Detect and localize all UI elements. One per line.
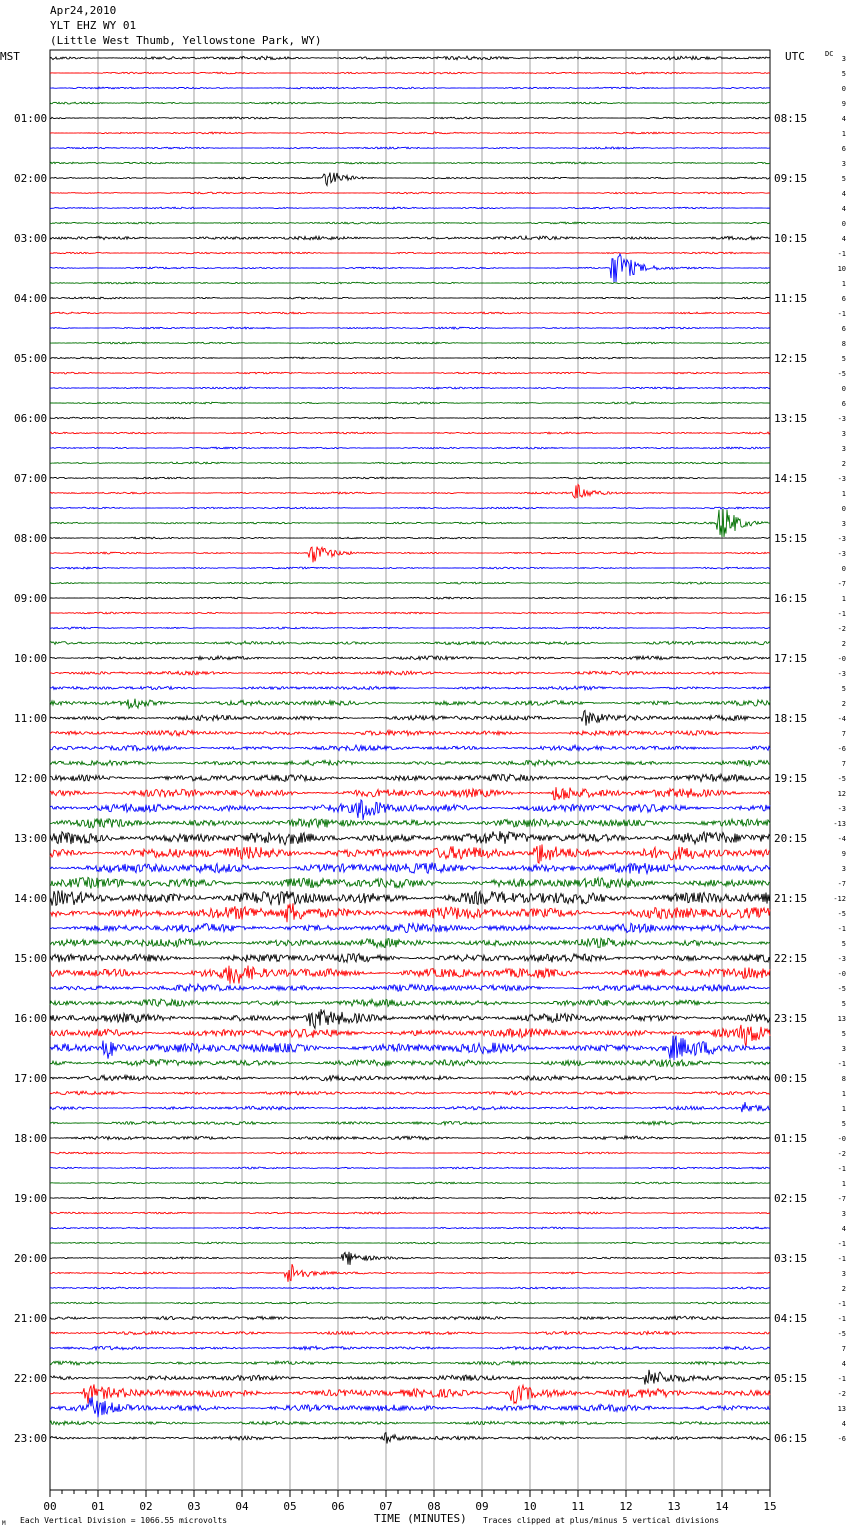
- x-tick-label-13: 13: [667, 1500, 681, 1513]
- trace-line-81: [50, 1252, 770, 1265]
- dc-offset-value: 8: [841, 1075, 846, 1083]
- trace-line-40: [50, 641, 770, 645]
- x-axis-ticks: [43, 1490, 776, 1513]
- trace-line-78: [50, 1212, 770, 1214]
- trace-line-1: [50, 56, 770, 60]
- chart-location: (Little West Thumb, Yellowstone Park, WY): [50, 34, 322, 47]
- trace-line-57: [50, 890, 770, 905]
- trace-line-4: [50, 102, 770, 104]
- trace-line-89: [50, 1370, 770, 1385]
- mst-hour-label: 07:00: [14, 472, 48, 485]
- utc-hour-label: 19:15: [774, 772, 808, 785]
- corner-mark: M: [2, 1520, 6, 1527]
- dc-offset-value: 6: [841, 400, 846, 408]
- trace-line-82: [50, 1264, 770, 1282]
- x-tick-label-08: 08: [427, 1500, 441, 1513]
- dc-offset-value: -2: [837, 1390, 846, 1398]
- trace-line-22: [50, 372, 770, 374]
- dc-offset-value: 4: [841, 115, 846, 123]
- trace-line-18: [50, 312, 770, 314]
- dc-offset-value: 8: [841, 340, 846, 348]
- x-tick-label-12: 12: [619, 1500, 633, 1513]
- utc-hour-label: 23:15: [774, 1012, 808, 1025]
- trace-line-33: [50, 537, 770, 539]
- mst-hour-labels: [14, 112, 47, 1445]
- utc-hour-label: 10:15: [774, 232, 808, 245]
- mst-hour-label: 22:00: [14, 1372, 48, 1385]
- dc-offset-value: 2: [841, 640, 846, 648]
- trace-line-25: [50, 417, 770, 419]
- trace-line-68: [50, 1059, 770, 1067]
- dc-offset-value: 9: [841, 850, 846, 858]
- chart-station: YLT EHZ WY 01: [50, 19, 137, 32]
- dc-offset-value: 0: [841, 220, 846, 228]
- trace-line-63: [50, 984, 770, 992]
- dc-offset-value: 12: [837, 790, 846, 798]
- mst-hour-label: 12:00: [14, 772, 48, 785]
- dc-offset-value: -12: [833, 895, 846, 903]
- dc-offset-value: 1: [841, 130, 846, 138]
- dc-offset-value: -4: [837, 715, 846, 723]
- dc-offset-value: 5: [841, 1120, 846, 1128]
- x-tick-label-14: 14: [715, 1500, 729, 1513]
- dc-offset-value: 1: [841, 595, 846, 603]
- trace-line-19: [50, 327, 770, 329]
- trace-line-26: [50, 432, 770, 434]
- utc-hour-label: 00:15: [774, 1072, 808, 1085]
- trace-line-88: [50, 1361, 770, 1365]
- utc-hour-label: 03:15: [774, 1252, 808, 1265]
- utc-hour-label: 16:15: [774, 592, 808, 605]
- utc-hour-label: 13:15: [774, 412, 808, 425]
- dc-offset-value: -5: [837, 910, 846, 918]
- utc-hour-label: 02:15: [774, 1192, 808, 1205]
- utc-hour-label: 11:15: [774, 292, 808, 305]
- dc-offset-value: 2: [841, 1285, 846, 1293]
- dc-offset-value: -1: [837, 1240, 846, 1248]
- trace-line-21: [50, 357, 770, 359]
- dc-offset-value: -2: [837, 625, 846, 633]
- trace-line-32: [50, 509, 770, 537]
- right-timezone-label: UTC: [785, 50, 805, 63]
- x-tick-label-00: 00: [43, 1500, 57, 1513]
- dc-offset-value: 3: [841, 865, 846, 873]
- trace-line-44: [50, 699, 770, 709]
- trace-line-13: [50, 236, 770, 240]
- dc-offset-value: 4: [841, 235, 846, 243]
- x-tick-label-06: 06: [331, 1500, 345, 1513]
- mst-hour-label: 19:00: [14, 1192, 48, 1205]
- dc-offset-value: 5: [841, 355, 846, 363]
- dc-offset-value: 2: [841, 460, 846, 468]
- dc-offset-value: 3: [841, 1210, 846, 1218]
- utc-hour-label: 01:15: [774, 1132, 808, 1145]
- trace-line-37: [50, 597, 770, 599]
- mst-hour-label: 06:00: [14, 412, 48, 425]
- dc-offset-value: 9: [841, 100, 846, 108]
- mst-hour-label: 21:00: [14, 1312, 48, 1325]
- dc-offset-value: -3: [837, 475, 846, 483]
- utc-hour-label: 22:15: [774, 952, 808, 965]
- dc-offset-value: -1: [837, 1255, 846, 1263]
- mst-hour-label: 15:00: [14, 952, 48, 965]
- dc-offset-value: 0: [841, 385, 846, 393]
- dc-offset-value: -1: [837, 1060, 846, 1068]
- trace-line-7: [50, 147, 770, 149]
- trace-line-15: [50, 254, 770, 282]
- dc-offset-value: 1: [841, 490, 846, 498]
- dc-offset-value: 0: [841, 505, 846, 513]
- mst-hour-label: 17:00: [14, 1072, 48, 1085]
- utc-hour-label: 15:15: [774, 532, 808, 545]
- trace-line-77: [50, 1197, 770, 1199]
- dc-offset-value: 5: [841, 1000, 846, 1008]
- trace-line-76: [50, 1182, 770, 1184]
- trace-line-12: [50, 222, 770, 224]
- utc-hour-label: 04:15: [774, 1312, 808, 1325]
- trace-line-20: [50, 342, 770, 344]
- mst-hour-label: 13:00: [14, 832, 48, 845]
- dc-offset-value: -5: [837, 985, 846, 993]
- trace-line-27: [50, 447, 770, 449]
- trace-line-85: [50, 1316, 770, 1320]
- trace-line-72: [50, 1121, 770, 1125]
- dc-offset-value: 3: [841, 1270, 846, 1278]
- mst-hour-label: 08:00: [14, 532, 48, 545]
- trace-line-93: [50, 1433, 770, 1444]
- trace-line-34: [50, 547, 770, 563]
- x-tick-label-10: 10: [523, 1500, 537, 1513]
- x-tick-label-15: 15: [763, 1500, 777, 1513]
- trace-line-71: [50, 1102, 770, 1112]
- utc-hour-label: 05:15: [774, 1372, 808, 1385]
- dc-offset-value: 0: [841, 85, 846, 93]
- clipping-note: Traces clipped at plus/minus 5 vertical divisions: [483, 1516, 720, 1525]
- dc-offset-value: 1: [841, 1090, 846, 1098]
- x-tick-label-01: 01: [91, 1500, 105, 1513]
- trace-line-60: [50, 938, 770, 947]
- trace-line-55: [50, 863, 770, 874]
- trace-line-35: [50, 567, 770, 569]
- dc-offset-value: 4: [841, 190, 846, 198]
- trace-line-61: [50, 954, 770, 963]
- trace-line-11: [50, 207, 770, 209]
- trace-line-38: [50, 612, 770, 614]
- mst-hour-label: 02:00: [14, 172, 48, 185]
- trace-line-51: [50, 800, 770, 820]
- x-tick-label-05: 05: [283, 1500, 297, 1513]
- trace-line-58: [50, 903, 770, 922]
- trace-line-70: [50, 1091, 770, 1095]
- dc-offset-value: 1: [841, 1180, 846, 1188]
- dc-offset-value: -1: [837, 250, 846, 258]
- trace-line-10: [50, 192, 770, 194]
- utc-hour-label: 12:15: [774, 352, 808, 365]
- trace-line-39: [50, 627, 770, 629]
- x-tick-label-02: 02: [139, 1500, 153, 1513]
- trace-line-80: [50, 1242, 770, 1244]
- utc-hour-label: 06:15: [774, 1432, 808, 1445]
- dc-offset-value: 5: [841, 685, 846, 693]
- trace-line-8: [50, 162, 770, 164]
- utc-hour-label: 14:15: [774, 472, 808, 485]
- dc-offset-value: -13: [833, 820, 846, 828]
- mst-hour-label: 05:00: [14, 352, 48, 365]
- trace-line-87: [50, 1346, 770, 1350]
- dc-offset-value: 4: [841, 1420, 846, 1428]
- mst-hour-label: 03:00: [14, 232, 48, 245]
- trace-line-75: [50, 1167, 770, 1169]
- trace-line-64: [50, 999, 770, 1006]
- dc-offset-value: -7: [837, 880, 846, 888]
- dc-offset-value: 2: [841, 700, 846, 708]
- dc-offset-value: -3: [837, 805, 846, 813]
- chart-date: Apr24,2010: [50, 4, 117, 17]
- dc-offset-value: -1: [837, 1315, 846, 1323]
- trace-line-52: [50, 819, 770, 828]
- trace-line-65: [50, 1009, 770, 1028]
- mst-hour-label: 09:00: [14, 592, 48, 605]
- trace-line-43: [50, 686, 770, 690]
- dc-offset-value: 1: [841, 1105, 846, 1113]
- dc-offset-header: DC: [825, 50, 834, 58]
- dc-offset-value: 10: [837, 265, 846, 273]
- dc-offset-value: -7: [837, 580, 846, 588]
- dc-offset-value: -3: [837, 415, 846, 423]
- dc-offset-value: 3: [841, 445, 846, 453]
- utc-hour-label: 17:15: [774, 652, 808, 665]
- dc-offset-value: 3: [841, 1045, 846, 1053]
- dc-offset-value: -0: [837, 655, 846, 663]
- mst-hour-label: 10:00: [14, 652, 48, 665]
- dc-offset-value: 5: [841, 1030, 846, 1038]
- dc-offset-value: -1: [837, 610, 846, 618]
- dc-offset-value: 4: [841, 205, 846, 213]
- trace-line-42: [50, 671, 770, 675]
- x-tick-label-04: 04: [235, 1500, 249, 1513]
- dc-offset-value: 5: [841, 70, 846, 78]
- utc-hour-label: 08:15: [774, 112, 808, 125]
- x-axis-title: TIME (MINUTES): [374, 1512, 467, 1525]
- x-tick-label-07: 07: [379, 1500, 393, 1513]
- trace-line-17: [50, 297, 770, 299]
- trace-line-41: [50, 656, 770, 660]
- trace-line-31: [50, 507, 770, 509]
- minute-grid: [98, 50, 722, 1490]
- dc-offset-value: 7: [841, 730, 846, 738]
- dc-offset-value: 3: [841, 55, 846, 63]
- trace-line-79: [50, 1227, 770, 1229]
- dc-offset-value: 3: [841, 430, 846, 438]
- dc-offset-value: -0: [837, 970, 846, 978]
- trace-line-48: [50, 760, 770, 766]
- mst-hour-label: 20:00: [14, 1252, 48, 1265]
- trace-line-73: [50, 1136, 770, 1140]
- trace-line-59: [50, 923, 770, 932]
- dc-offset-value: 7: [841, 760, 846, 768]
- dc-offset-value: -5: [837, 775, 846, 783]
- dc-offset-value: -4: [837, 835, 846, 843]
- dc-offset-value: 3: [841, 160, 846, 168]
- utc-hour-label: 20:15: [774, 832, 808, 845]
- dc-offset-value: -3: [837, 550, 846, 558]
- dc-offset-value: -6: [837, 745, 846, 753]
- dc-offset-value: 6: [841, 145, 846, 153]
- trace-line-9: [50, 173, 770, 186]
- trace-line-3: [50, 87, 770, 89]
- trace-line-49: [50, 774, 770, 781]
- trace-line-6: [50, 132, 770, 134]
- trace-line-69: [50, 1075, 770, 1080]
- trace-line-16: [50, 282, 770, 284]
- dc-offset-value: -1: [837, 1165, 846, 1173]
- left-timezone-label: MST: [0, 50, 20, 63]
- vertical-division-note: Each Vertical Division = 1066.55 microvolts: [20, 1516, 228, 1525]
- utc-hour-labels: [774, 112, 807, 1445]
- dc-offset-value: -3: [837, 955, 846, 963]
- dc-offset-value: 5: [841, 175, 846, 183]
- trace-line-90: [50, 1384, 770, 1403]
- dc-offset-value: 0: [841, 565, 846, 573]
- dc-offset-value: -5: [837, 1330, 846, 1338]
- dc-offset-value: 4: [841, 1360, 846, 1368]
- dc-offset-value: 7: [841, 1345, 846, 1353]
- trace-line-92: [50, 1421, 770, 1425]
- trace-line-84: [50, 1302, 770, 1304]
- dc-offset-value: -3: [837, 670, 846, 678]
- trace-line-45: [50, 710, 770, 725]
- trace-line-74: [50, 1152, 770, 1154]
- trace-line-83: [50, 1287, 770, 1289]
- trace-line-53: [50, 831, 770, 845]
- dc-offset-value: -3: [837, 535, 846, 543]
- trace-line-46: [50, 730, 770, 736]
- trace-line-5: [50, 117, 770, 119]
- trace-line-56: [50, 877, 770, 888]
- dc-offset-value: 3: [841, 520, 846, 528]
- trace-line-30: [50, 485, 770, 499]
- x-tick-label-09: 09: [475, 1500, 489, 1513]
- utc-hour-label: 18:15: [774, 712, 808, 725]
- dc-offset-value: -1: [837, 1300, 846, 1308]
- trace-line-36: [50, 582, 770, 584]
- mst-hour-label: 18:00: [14, 1132, 48, 1145]
- mst-hour-label: 01:00: [14, 112, 48, 125]
- dc-offset-value: -6: [837, 1435, 846, 1443]
- dc-offset-value: 6: [841, 295, 846, 303]
- mst-hour-label: 23:00: [14, 1432, 48, 1445]
- trace-line-62: [50, 966, 770, 984]
- trace-line-47: [50, 745, 770, 751]
- trace-line-24: [50, 402, 770, 404]
- seismic-traces: [50, 56, 770, 1443]
- dc-offset-value: 5: [841, 940, 846, 948]
- dc-offset-value: 1: [841, 280, 846, 288]
- dc-offset-value: -0: [837, 1135, 846, 1143]
- utc-hour-label: 09:15: [774, 172, 808, 185]
- trace-line-29: [50, 477, 770, 479]
- dc-offset-value: 13: [837, 1405, 846, 1413]
- dc-offset-value: -7: [837, 1195, 846, 1203]
- utc-hour-label: 21:15: [774, 892, 808, 905]
- dc-offset-value: -1: [837, 310, 846, 318]
- trace-line-28: [50, 462, 770, 464]
- trace-line-54: [50, 844, 770, 863]
- mst-hour-label: 16:00: [14, 1012, 48, 1025]
- dc-offset-value: -1: [837, 1375, 846, 1383]
- trace-line-86: [50, 1331, 770, 1335]
- dc-offset-value: 13: [837, 1015, 846, 1023]
- trace-line-23: [50, 387, 770, 389]
- trace-line-2: [50, 72, 770, 74]
- x-tick-label-03: 03: [187, 1500, 201, 1513]
- trace-line-66: [50, 1025, 770, 1047]
- trace-line-91: [50, 1397, 770, 1418]
- trace-line-14: [50, 252, 770, 254]
- dc-offset-labels: [833, 55, 846, 1443]
- trace-line-50: [50, 787, 770, 800]
- dc-offset-value: -2: [837, 1150, 846, 1158]
- x-tick-label-11: 11: [571, 1500, 585, 1513]
- dc-offset-value: -5: [837, 370, 846, 378]
- mst-hour-label: 14:00: [14, 892, 48, 905]
- trace-line-67: [50, 1036, 770, 1060]
- dc-offset-value: 4: [841, 1225, 846, 1233]
- mst-hour-label: 04:00: [14, 292, 48, 305]
- dc-offset-value: 6: [841, 325, 846, 333]
- dc-offset-value: -1: [837, 925, 846, 933]
- mst-hour-label: 11:00: [14, 712, 48, 725]
